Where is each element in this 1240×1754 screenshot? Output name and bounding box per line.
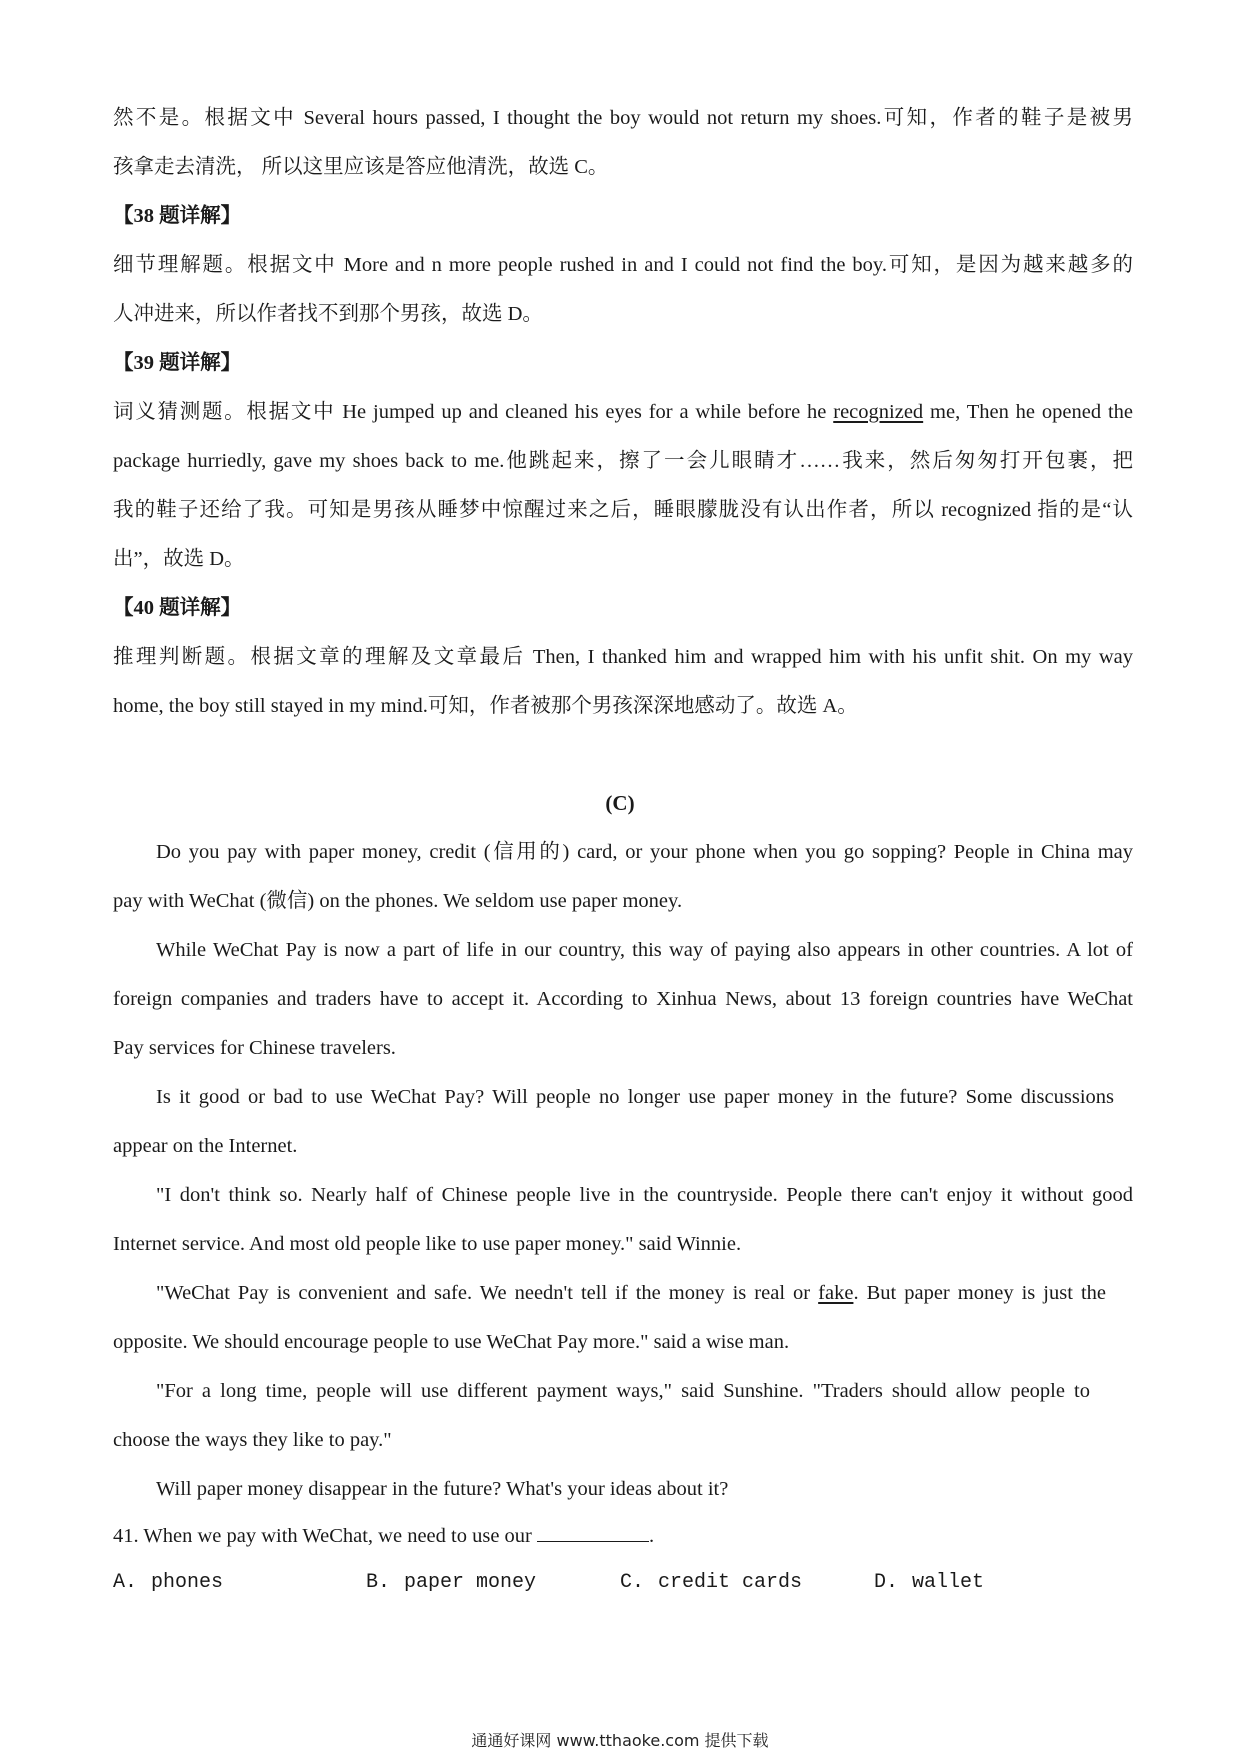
- page-footer: 通通好课网 www.tthaoke.com 提供下载: [471, 1731, 769, 1750]
- option-label: D.: [874, 1571, 899, 1594]
- text-line: 我的鞋子还给了我。可知是男孩从睡梦中惊醒过来之后，睡眼朦胧没有认出作者，所以 recognized 指的是“认: [113, 499, 1133, 521]
- text-line: 孩拿走去清洗， 所以这里应该是答应他清洗，故选 C。: [113, 156, 609, 178]
- answer-blank: [537, 1523, 649, 1542]
- section-heading-39: 【39 题详解】: [113, 352, 242, 374]
- text-line: Internet service. And most old people like to use paper money." said Winnie.: [113, 1233, 742, 1255]
- text-line: While WeChat Pay is now a part of life in our country, this way of paying also appears in other countries. A lot of: [156, 939, 1133, 961]
- text-line: appear on the Internet.: [113, 1135, 298, 1157]
- text-line: 人冲进来，所以作者找不到那个男孩，故选 D。: [113, 303, 543, 325]
- text-line: pay with WeChat (微信) on the phones. We seldom use paper money.: [113, 890, 683, 912]
- text-segment: 词义猜测题。根据文中 He jumped up and cleaned his eyes for a while before he: [113, 401, 834, 423]
- text-line: Is it good or bad to use WeChat Pay? Will people no longer use paper money in the future? Some discussions: [156, 1086, 1114, 1108]
- section-heading-38: 【38 题详解】: [113, 205, 242, 227]
- text-line: 然不是。根据文中 Several hours passed, I thought the boy would not return my shoes.可知，作者的鞋子是被男: [113, 107, 1133, 129]
- text-line: Pay services for Chinese travelers.: [113, 1037, 396, 1059]
- question-text: 41. When we pay with WeChat, we need to use our: [113, 1525, 538, 1547]
- option-c: [620, 1568, 802, 1598]
- text-line: choose the ways they like to pay.": [113, 1429, 392, 1451]
- text-line: 细节理解题。根据文中 More and n more people rushed in and I could not find the boy.可知，是因为越来越多的: [113, 254, 1133, 276]
- option-text: wallet: [912, 1571, 985, 1594]
- text-segment: me, Then he opened the: [923, 401, 1133, 423]
- option-text: credit cards: [658, 1571, 803, 1594]
- text-line: "For a long time, people will use different payment ways," said Sunshine. "Traders should allow people to: [156, 1380, 1090, 1402]
- text-segment: "WeChat Pay is convenient and safe. We needn't tell if the money is real or: [156, 1282, 819, 1304]
- underlined-word: fake: [818, 1282, 854, 1304]
- text-segment: . But paper money is just the: [853, 1282, 1106, 1304]
- option-label: A.: [113, 1571, 138, 1594]
- option-label: C.: [620, 1571, 645, 1594]
- option-text: phones: [151, 1571, 224, 1594]
- underlined-word: recognized: [833, 401, 924, 423]
- text-line: [113, 397, 1133, 427]
- section-heading-40: 【40 题详解】: [113, 597, 242, 619]
- text-line: foreign companies and traders have to accept it. According to Xinhua News, about 13 foreign countries have WeChat: [113, 988, 1133, 1010]
- option-a: [113, 1568, 223, 1598]
- option-d: [874, 1568, 984, 1598]
- option-label: B.: [366, 1571, 391, 1594]
- text-line: [156, 1278, 1106, 1308]
- text-line: package hurriedly, gave my shoes back to me.他跳起来，擦了一会儿眼睛才……我来，然后匆匆打开包裹，把: [113, 450, 1133, 472]
- passage-title: (C): [605, 791, 635, 815]
- question-text: .: [649, 1525, 655, 1547]
- text-line: Will paper money disappear in the future? What's your ideas about it?: [156, 1478, 729, 1500]
- text-line: Do you pay with paper money, credit (信用的) card, or your phone when you go sopping? People in China may: [156, 841, 1133, 863]
- text-line: "I don't think so. Nearly half of Chinese people live in the countryside. People there can't enjoy it without good: [156, 1184, 1133, 1206]
- question-41-stem: [113, 1521, 1133, 1551]
- option-text: paper money: [404, 1571, 537, 1594]
- text-line: opposite. We should encourage people to use WeChat Pay more." said a wise man.: [113, 1331, 790, 1353]
- text-line: 推理判断题。根据文章的理解及文章最后 Then, I thanked him and wrapped him with his unfit shit. On my way: [113, 646, 1133, 668]
- text-line: home, the boy still stayed in my mind.可知，作者被那个男孩深深地感动了。故选 A。: [113, 695, 858, 717]
- text-line: 出”，故选 D。: [113, 548, 245, 570]
- option-b: [366, 1568, 536, 1598]
